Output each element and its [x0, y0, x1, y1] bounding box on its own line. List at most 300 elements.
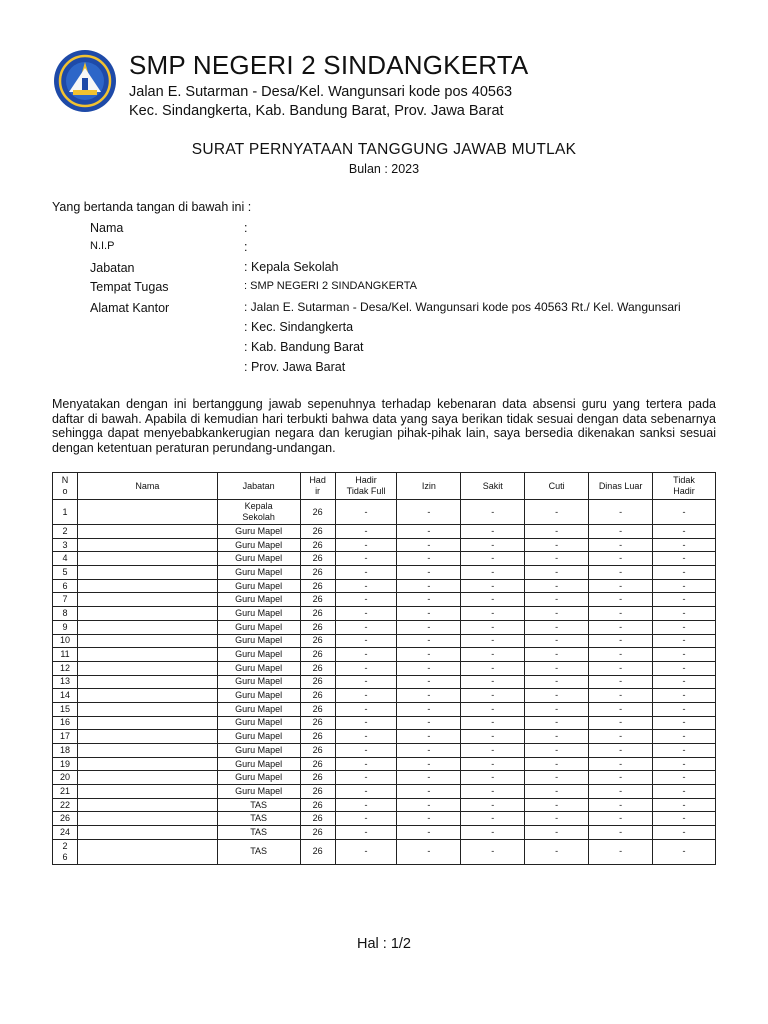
- table-cell: -: [653, 839, 716, 864]
- attendance-table: [52, 472, 716, 865]
- table-cell: 8: [53, 607, 78, 621]
- table-cell: 26: [300, 500, 335, 525]
- table-cell: -: [397, 579, 461, 593]
- table-cell: -: [461, 757, 525, 771]
- table-cell: -: [525, 607, 589, 621]
- table-cell: -: [589, 538, 653, 552]
- table-cell: Guru Mapel: [217, 579, 300, 593]
- table-cell: -: [653, 689, 716, 703]
- table-row: [53, 552, 716, 566]
- table-cell: -: [461, 689, 525, 703]
- table-cell: TAS: [217, 798, 300, 812]
- table-cell: -: [335, 566, 397, 580]
- table-cell: [77, 812, 217, 826]
- attendance-table-header-row: [53, 473, 716, 500]
- table-row: [53, 702, 716, 716]
- table-cell: 19: [53, 757, 78, 771]
- table-cell: 15: [53, 702, 78, 716]
- table-cell: -: [397, 500, 461, 525]
- table-cell: -: [335, 798, 397, 812]
- field-value-jabatan: : Kepala Sekolah: [244, 260, 339, 274]
- table-cell: Guru Mapel: [217, 744, 300, 758]
- table-cell: -: [461, 771, 525, 785]
- table-cell: -: [461, 839, 525, 864]
- table-cell: -: [335, 634, 397, 648]
- field-value-alamat-kantor: : Jalan E. Sutarman - Desa/Kel. Wangunsari kode pos 40563 Rt./ Kel. Wangunsari: [244, 300, 681, 314]
- table-cell: Guru Mapel: [217, 730, 300, 744]
- table-cell: -: [461, 675, 525, 689]
- table-cell: -: [397, 785, 461, 799]
- table-cell: 26: [300, 716, 335, 730]
- school-address-line1: Jalan E. Sutarman - Desa/Kel. Wangunsari kode pos 40563: [129, 84, 513, 100]
- table-cell: 11: [53, 648, 78, 662]
- table-cell: -: [397, 634, 461, 648]
- header-hadir-tidak-full: Hadir Tidak Full: [335, 473, 397, 500]
- table-cell: -: [335, 661, 397, 675]
- table-cell: [77, 525, 217, 539]
- table-cell: 26: [300, 661, 335, 675]
- table-cell: [77, 538, 217, 552]
- table-cell: -: [653, 620, 716, 634]
- table-cell: 26: [300, 552, 335, 566]
- table-cell: 4: [53, 552, 78, 566]
- table-cell: [77, 593, 217, 607]
- table-cell: -: [335, 702, 397, 716]
- table-cell: -: [461, 552, 525, 566]
- table-row: [53, 812, 716, 826]
- table-cell: -: [397, 552, 461, 566]
- table-cell: -: [461, 826, 525, 840]
- table-cell: -: [335, 675, 397, 689]
- table-cell: 26: [300, 675, 335, 689]
- table-cell: 17: [53, 730, 78, 744]
- table-cell: -: [653, 675, 716, 689]
- table-cell: -: [461, 744, 525, 758]
- table-cell: Guru Mapel: [217, 648, 300, 662]
- table-cell: -: [335, 579, 397, 593]
- table-cell: Guru Mapel: [217, 607, 300, 621]
- table-cell: [77, 689, 217, 703]
- table-cell: -: [525, 730, 589, 744]
- table-cell: -: [653, 826, 716, 840]
- table-cell: -: [397, 716, 461, 730]
- table-cell: Guru Mapel: [217, 552, 300, 566]
- table-cell: -: [653, 771, 716, 785]
- table-cell: -: [589, 620, 653, 634]
- table-cell: -: [525, 785, 589, 799]
- table-cell: 22: [53, 798, 78, 812]
- table-cell: -: [525, 798, 589, 812]
- table-row: [53, 839, 716, 864]
- table-cell: -: [589, 744, 653, 758]
- table-cell: 26: [300, 730, 335, 744]
- field-label-tempat-tugas: Tempat Tugas: [90, 280, 169, 294]
- table-cell: -: [397, 648, 461, 662]
- table-cell: -: [461, 593, 525, 607]
- table-cell: -: [653, 798, 716, 812]
- table-cell: 13: [53, 675, 78, 689]
- table-cell: -: [461, 538, 525, 552]
- school-address-line2: Kec. Sindangkerta, Kab. Bandung Barat, Prov. Jawa Barat: [129, 103, 504, 119]
- table-cell: -: [653, 661, 716, 675]
- table-cell: -: [525, 634, 589, 648]
- table-cell: -: [335, 593, 397, 607]
- table-cell: 24: [53, 826, 78, 840]
- table-cell: -: [525, 538, 589, 552]
- table-cell: 26: [300, 798, 335, 812]
- table-row: [53, 648, 716, 662]
- header-nama: Nama: [77, 473, 217, 500]
- table-cell: Guru Mapel: [217, 525, 300, 539]
- table-cell: TAS: [217, 826, 300, 840]
- table-cell: -: [461, 798, 525, 812]
- table-cell: -: [589, 716, 653, 730]
- table-cell: -: [653, 812, 716, 826]
- table-cell: [77, 634, 217, 648]
- table-cell: -: [653, 500, 716, 525]
- table-cell: 26: [300, 634, 335, 648]
- table-cell: 16: [53, 716, 78, 730]
- table-cell: -: [653, 648, 716, 662]
- table-cell: -: [461, 607, 525, 621]
- table-cell: -: [335, 500, 397, 525]
- table-cell: -: [589, 661, 653, 675]
- table-cell: -: [653, 552, 716, 566]
- table-cell: 14: [53, 689, 78, 703]
- table-cell: [77, 620, 217, 634]
- table-cell: 26: [300, 826, 335, 840]
- table-cell: -: [461, 812, 525, 826]
- table-cell: -: [335, 744, 397, 758]
- intro-text: Yang bertanda tangan di bawah ini :: [52, 200, 252, 214]
- table-cell: -: [335, 839, 397, 864]
- page-number: Hal : 1/2: [357, 936, 411, 952]
- table-cell: Guru Mapel: [217, 702, 300, 716]
- field-label-nip: N.I.P: [90, 240, 115, 252]
- table-cell: [77, 730, 217, 744]
- table-row: [53, 661, 716, 675]
- table-cell: -: [525, 771, 589, 785]
- table-row: [53, 716, 716, 730]
- table-cell: Guru Mapel: [217, 620, 300, 634]
- table-cell: -: [525, 839, 589, 864]
- header-dinas-luar: Dinas Luar: [589, 473, 653, 500]
- table-cell: 26: [300, 607, 335, 621]
- table-cell: 26: [300, 771, 335, 785]
- table-cell: -: [653, 593, 716, 607]
- table-cell: -: [525, 620, 589, 634]
- table-cell: -: [525, 702, 589, 716]
- table-cell: Guru Mapel: [217, 566, 300, 580]
- table-cell: -: [397, 702, 461, 716]
- table-cell: 10: [53, 634, 78, 648]
- table-cell: 26: [53, 812, 78, 826]
- table-cell: -: [525, 716, 589, 730]
- table-cell: -: [525, 757, 589, 771]
- table-cell: -: [653, 744, 716, 758]
- table-cell: [77, 648, 217, 662]
- table-cell: -: [653, 579, 716, 593]
- table-cell: [77, 607, 217, 621]
- table-cell: -: [525, 826, 589, 840]
- table-cell: -: [397, 620, 461, 634]
- table-cell: -: [461, 525, 525, 539]
- table-row: [53, 744, 716, 758]
- table-cell: -: [397, 607, 461, 621]
- table-cell: 6: [53, 579, 78, 593]
- table-cell: -: [397, 538, 461, 552]
- table-cell: -: [461, 579, 525, 593]
- field-value-tempat-tugas: : SMP NEGERI 2 SINDANGKERTA: [244, 280, 417, 292]
- table-cell: -: [525, 689, 589, 703]
- table-cell: -: [525, 744, 589, 758]
- table-cell: Guru Mapel: [217, 675, 300, 689]
- table-cell: -: [589, 579, 653, 593]
- table-cell: -: [653, 757, 716, 771]
- table-cell: -: [589, 826, 653, 840]
- table-cell: -: [653, 730, 716, 744]
- table-cell: -: [525, 661, 589, 675]
- table-cell: [77, 757, 217, 771]
- table-cell: TAS: [217, 812, 300, 826]
- table-cell: -: [335, 607, 397, 621]
- table-cell: 26: [300, 620, 335, 634]
- table-cell: 1: [53, 500, 78, 525]
- table-row: [53, 500, 716, 525]
- table-cell: -: [335, 620, 397, 634]
- table-cell: -: [397, 689, 461, 703]
- table-cell: -: [461, 634, 525, 648]
- table-cell: 18: [53, 744, 78, 758]
- table-cell: 26: [300, 593, 335, 607]
- table-cell: -: [525, 648, 589, 662]
- table-row: [53, 771, 716, 785]
- table-cell: -: [653, 525, 716, 539]
- table-cell: Guru Mapel: [217, 661, 300, 675]
- table-cell: Guru Mapel: [217, 538, 300, 552]
- table-cell: [77, 566, 217, 580]
- table-cell: -: [335, 525, 397, 539]
- table-row: [53, 525, 716, 539]
- table-cell: -: [589, 839, 653, 864]
- table-cell: Kepala Sekolah: [217, 500, 300, 525]
- table-cell: -: [653, 702, 716, 716]
- table-cell: -: [589, 634, 653, 648]
- table-cell: -: [589, 593, 653, 607]
- table-cell: -: [397, 744, 461, 758]
- table-cell: -: [589, 702, 653, 716]
- table-row: [53, 593, 716, 607]
- table-cell: 26: [300, 525, 335, 539]
- table-cell: -: [397, 812, 461, 826]
- tut-wuri-handayani-logo-icon: [52, 48, 118, 114]
- table-cell: -: [461, 785, 525, 799]
- field-label-jabatan: Jabatan: [90, 261, 135, 275]
- header-izin: Izin: [397, 473, 461, 500]
- table-cell: -: [397, 675, 461, 689]
- table-cell: Guru Mapel: [217, 593, 300, 607]
- document-title: SURAT PERNYATAAN TANGGUNG JAWAB MUTLAK: [191, 141, 577, 158]
- table-cell: 26: [300, 648, 335, 662]
- table-cell: -: [335, 812, 397, 826]
- table-cell: Guru Mapel: [217, 716, 300, 730]
- header-jabatan: Jabatan: [217, 473, 300, 500]
- table-cell: [77, 798, 217, 812]
- table-cell: -: [653, 607, 716, 621]
- table-cell: -: [589, 648, 653, 662]
- table-cell: -: [397, 593, 461, 607]
- table-cell: -: [461, 702, 525, 716]
- table-cell: -: [525, 675, 589, 689]
- table-cell: [77, 702, 217, 716]
- table-cell: -: [335, 716, 397, 730]
- table-cell: -: [461, 716, 525, 730]
- table-cell: 26: [300, 812, 335, 826]
- field-label-alamat-kantor: Alamat Kantor: [90, 301, 170, 315]
- table-cell: Guru Mapel: [217, 771, 300, 785]
- table-cell: -: [589, 730, 653, 744]
- table-cell: -: [589, 566, 653, 580]
- table-cell: -: [397, 757, 461, 771]
- table-cell: -: [589, 812, 653, 826]
- table-cell: -: [525, 579, 589, 593]
- header-sakit: Sakit: [461, 473, 525, 500]
- table-row: [53, 798, 716, 812]
- school-name: SMP NEGERI 2 SINDANGKERTA: [129, 50, 529, 80]
- header-cuti: Cuti: [525, 473, 589, 500]
- document-month: Bulan : 2023: [348, 162, 420, 176]
- table-cell: -: [335, 689, 397, 703]
- table-row: [53, 730, 716, 744]
- table-cell: 3: [53, 538, 78, 552]
- table-cell: -: [589, 525, 653, 539]
- table-cell: -: [397, 661, 461, 675]
- table-cell: -: [335, 785, 397, 799]
- table-cell: -: [589, 675, 653, 689]
- table-row: [53, 620, 716, 634]
- table-cell: -: [589, 785, 653, 799]
- table-cell: -: [589, 607, 653, 621]
- field-value-nip: :: [244, 240, 248, 254]
- table-cell: [77, 552, 217, 566]
- table-cell: 26: [300, 689, 335, 703]
- table-row: [53, 566, 716, 580]
- table-row: [53, 826, 716, 840]
- table-cell: 26: [300, 839, 335, 864]
- table-cell: -: [335, 757, 397, 771]
- table-cell: [77, 771, 217, 785]
- table-cell: [77, 744, 217, 758]
- table-cell: -: [653, 566, 716, 580]
- table-cell: 26: [300, 757, 335, 771]
- table-cell: [77, 500, 217, 525]
- table-row: [53, 689, 716, 703]
- table-cell: 20: [53, 771, 78, 785]
- table-cell: 26: [300, 702, 335, 716]
- table-cell: -: [461, 730, 525, 744]
- table-cell: -: [335, 730, 397, 744]
- table-cell: -: [525, 593, 589, 607]
- table-cell: -: [335, 771, 397, 785]
- table-cell: [77, 785, 217, 799]
- table-cell: 26: [300, 785, 335, 799]
- table-cell: -: [461, 566, 525, 580]
- table-cell: -: [589, 689, 653, 703]
- address-extra-kabupaten: : Kab. Bandung Barat: [244, 340, 364, 354]
- table-cell: -: [397, 839, 461, 864]
- table-cell: -: [335, 648, 397, 662]
- table-cell: TAS: [217, 839, 300, 864]
- table-cell: -: [525, 566, 589, 580]
- table-cell: -: [525, 525, 589, 539]
- table-cell: 26: [300, 538, 335, 552]
- table-cell: -: [589, 552, 653, 566]
- address-extra-provinsi: : Prov. Jawa Barat: [244, 360, 346, 374]
- table-cell: [77, 839, 217, 864]
- table-cell: [77, 675, 217, 689]
- table-cell: 2 6: [53, 839, 78, 864]
- table-cell: Guru Mapel: [217, 785, 300, 799]
- table-cell: 26: [300, 579, 335, 593]
- table-cell: Guru Mapel: [217, 634, 300, 648]
- header-tidak-hadir: Tidak Hadir: [653, 473, 716, 500]
- table-cell: -: [397, 798, 461, 812]
- table-row: [53, 675, 716, 689]
- table-cell: -: [525, 500, 589, 525]
- table-cell: -: [589, 500, 653, 525]
- table-cell: [77, 716, 217, 730]
- table-cell: Guru Mapel: [217, 757, 300, 771]
- table-row: [53, 607, 716, 621]
- table-cell: -: [589, 757, 653, 771]
- table-cell: 7: [53, 593, 78, 607]
- table-cell: 26: [300, 566, 335, 580]
- table-cell: 5: [53, 566, 78, 580]
- table-row: [53, 634, 716, 648]
- table-cell: [77, 826, 217, 840]
- table-cell: -: [397, 771, 461, 785]
- table-cell: -: [397, 826, 461, 840]
- table-cell: -: [461, 661, 525, 675]
- table-cell: -: [335, 552, 397, 566]
- address-extra-kecamatan: : Kec. Sindangkerta: [244, 320, 354, 334]
- table-cell: -: [397, 730, 461, 744]
- table-cell: -: [589, 798, 653, 812]
- table-cell: -: [335, 826, 397, 840]
- table-cell: -: [335, 538, 397, 552]
- table-cell: -: [397, 525, 461, 539]
- table-cell: -: [461, 648, 525, 662]
- table-row: [53, 538, 716, 552]
- table-cell: 12: [53, 661, 78, 675]
- table-cell: 21: [53, 785, 78, 799]
- table-row: [53, 785, 716, 799]
- table-cell: [77, 661, 217, 675]
- table-cell: -: [525, 812, 589, 826]
- header-no: N o: [53, 473, 78, 500]
- table-cell: -: [653, 716, 716, 730]
- table-cell: -: [589, 771, 653, 785]
- table-row: [53, 757, 716, 771]
- table-row: [53, 579, 716, 593]
- table-cell: -: [461, 500, 525, 525]
- field-label-nama: Nama: [90, 221, 124, 235]
- table-cell: [77, 579, 217, 593]
- table-cell: 9: [53, 620, 78, 634]
- table-cell: Guru Mapel: [217, 689, 300, 703]
- table-cell: -: [653, 538, 716, 552]
- table-cell: 26: [300, 744, 335, 758]
